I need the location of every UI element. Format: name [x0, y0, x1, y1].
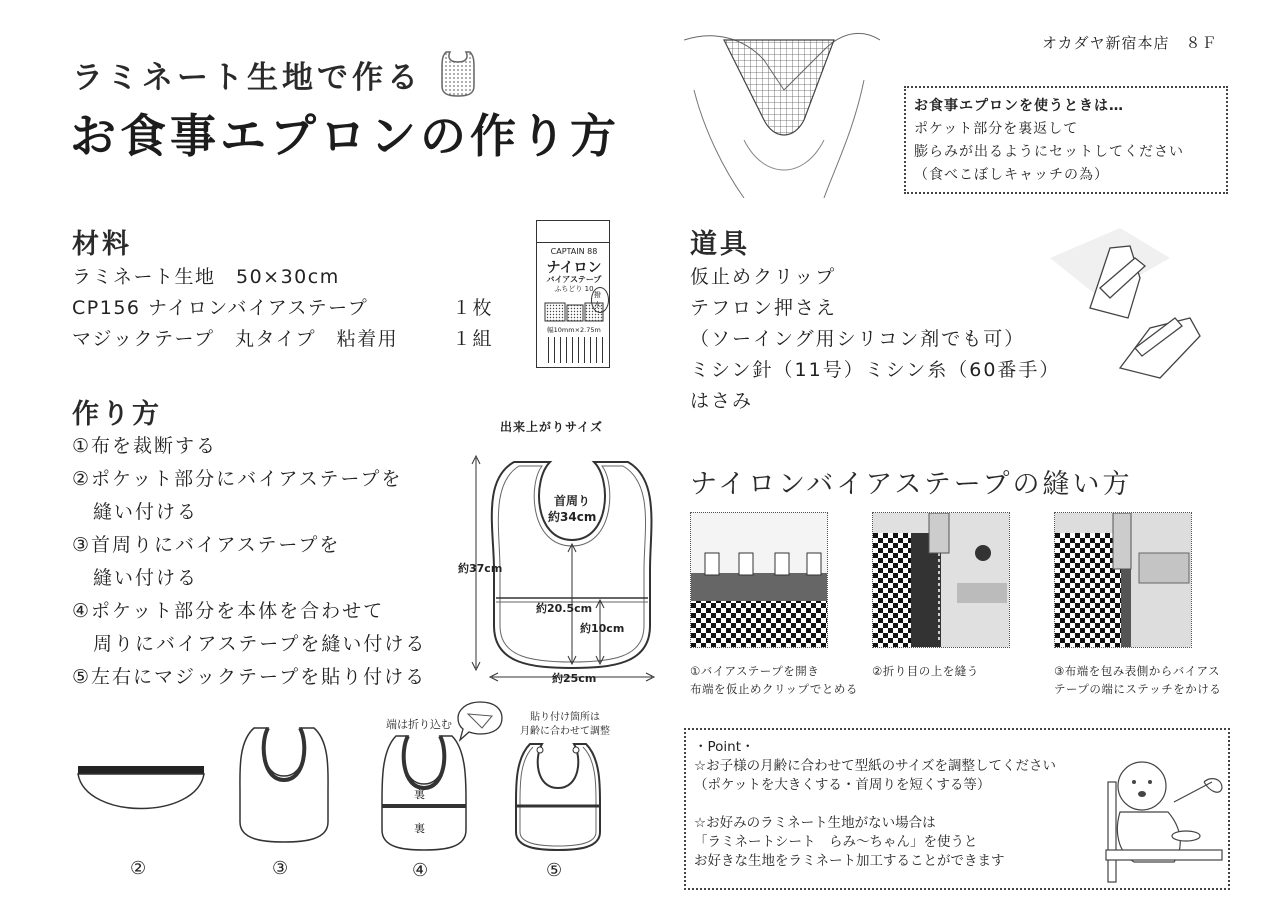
material-item: [72, 262, 512, 293]
point-line: ・Point・: [694, 739, 755, 755]
caption-line: ③布端を包み表側からバイアス: [1054, 664, 1221, 678]
sewing-photo-2: [872, 512, 1010, 648]
note-line: 膨らみが出るようにセットしてください: [914, 144, 1184, 160]
point-line: お好きな生地をラミネート加工することができます: [694, 853, 1005, 869]
ura-label-1: 裏: [414, 788, 425, 801]
tools-list: [690, 262, 1060, 417]
step2-pocket-illustration: [76, 764, 206, 832]
materials-heading: 材料: [72, 229, 132, 260]
method-step: ②ポケット部分にバイアステープを: [72, 468, 403, 490]
neck-value: 約34cm: [548, 510, 597, 524]
material-qty: １組: [452, 328, 494, 350]
method-step: 周りにバイアステープを縫い付ける: [72, 633, 427, 655]
step3-neck-illustration: [234, 722, 334, 846]
sewing-caption-1: [690, 662, 858, 698]
tools-heading: 道具: [690, 229, 750, 260]
package-sub: バイアステープ: [546, 275, 602, 284]
material-name: マジックテープ 丸タイプ 粘着用: [72, 328, 399, 350]
step-label: ⑤: [546, 860, 563, 881]
usage-note-box: [904, 86, 1228, 194]
package-size: 幅10mm×2.75m: [547, 326, 601, 334]
tool-item: テフロン押さえ: [690, 297, 838, 319]
note-line: （食べこぼしキャッチの為）: [914, 167, 1109, 183]
method-step: ⑤左右にマジックテープを貼り付ける: [72, 666, 427, 688]
materials-list: [72, 262, 512, 355]
method-step: ④ポケット部分を本体を合わせて: [72, 600, 385, 622]
package-bags-icon: [543, 295, 605, 323]
bib-icon: [440, 48, 476, 102]
sewing-photo-1: [690, 512, 828, 648]
material-name: CP156 ナイロンバイアステープ: [72, 297, 369, 319]
material-qty: １枚: [452, 297, 494, 319]
package-brand: CAPTAIN 88: [550, 247, 598, 256]
material-item: [72, 324, 512, 355]
point-line: 「ラミネートシート らみ～ちゃん」を使うと: [694, 834, 978, 850]
speech-bubble-illustration: [456, 700, 504, 744]
tool-item: ミシン針（11号）ミシン糸（60番手）: [690, 359, 1061, 381]
point-line: （ポケットを大きくする・首周りを短くする等）: [694, 777, 991, 793]
point-line: ☆お好みのラミネート生地がない場合は: [694, 815, 936, 831]
height-label: 約37cm: [458, 562, 503, 575]
tool-item: 仮止めクリップ: [690, 266, 837, 288]
tool-item: はさみ: [690, 390, 754, 412]
page-subtitle: ラミネート生地で作る: [72, 60, 422, 96]
method-step: ①布を裁断する: [72, 435, 218, 457]
caption-line: ②折り目の上を縫う: [872, 664, 979, 678]
tape-note-1: 貼り付け箇所は: [530, 712, 600, 723]
package-name: ナイロン: [546, 260, 602, 276]
package-badge: 撥: [591, 287, 609, 313]
method-step: ③首周りにバイアステープを: [72, 534, 341, 556]
step-label: ③: [272, 858, 289, 879]
step5-velcro-illustration: [512, 738, 604, 854]
point-line: ☆お子様の月齢に合わせて型紙のサイズを調整してください: [694, 758, 1057, 774]
clip-illustration: [1040, 218, 1210, 408]
note-line: ポケット部分を裏返して: [914, 121, 1079, 137]
caption-line: テープの端にステッチをかける: [1054, 682, 1222, 696]
sewing-caption-2: [872, 662, 979, 680]
package-sub2: ふちどり 10: [554, 285, 594, 293]
sewing-caption-3: [1054, 662, 1221, 698]
baby-eating-illustration: [1104, 752, 1226, 884]
caption-line: ①バイアステープを開き: [690, 664, 820, 678]
pocket-height-label: 約10cm: [580, 622, 625, 635]
note-line: お食事エプロンを使うときは…: [914, 98, 1124, 114]
page-title: お食事エプロンの作り方: [70, 109, 620, 163]
sewing-photo-3: [1054, 512, 1192, 648]
store-label: オカダヤ新宿本店 ８Ｆ: [1042, 34, 1218, 52]
step-label: ④: [412, 860, 429, 881]
caption-line: 布端を仮止めクリップでとめる: [690, 682, 858, 696]
sewing-heading: ナイロンバイアステープの縫い方: [690, 469, 1133, 500]
step-label: ②: [130, 858, 147, 879]
method-step: 縫い付ける: [72, 501, 199, 523]
fold-note: 端は折り込む: [386, 718, 452, 731]
material-item: [72, 293, 512, 324]
method-heading: 作り方: [72, 399, 162, 430]
width-label: 約25cm: [552, 672, 597, 685]
method-step: 縫い付ける: [72, 567, 199, 589]
material-name: ラミネート生地 50×30cm: [72, 266, 340, 288]
size-diagram-title: 出来上がりサイズ: [500, 420, 604, 434]
apron-photo-illustration: [684, 30, 880, 198]
neck-label: 首周り: [554, 494, 591, 508]
inner-height-label: 約20.5cm: [536, 602, 593, 615]
bias-tape-package: [536, 220, 610, 368]
method-steps: [72, 430, 426, 694]
tool-item: （ソーイング用シリコン剤でも可）: [690, 328, 1026, 350]
ura-label-2: 裏: [414, 822, 425, 835]
tape-note-2: 月齢に合わせて調整: [520, 726, 610, 737]
